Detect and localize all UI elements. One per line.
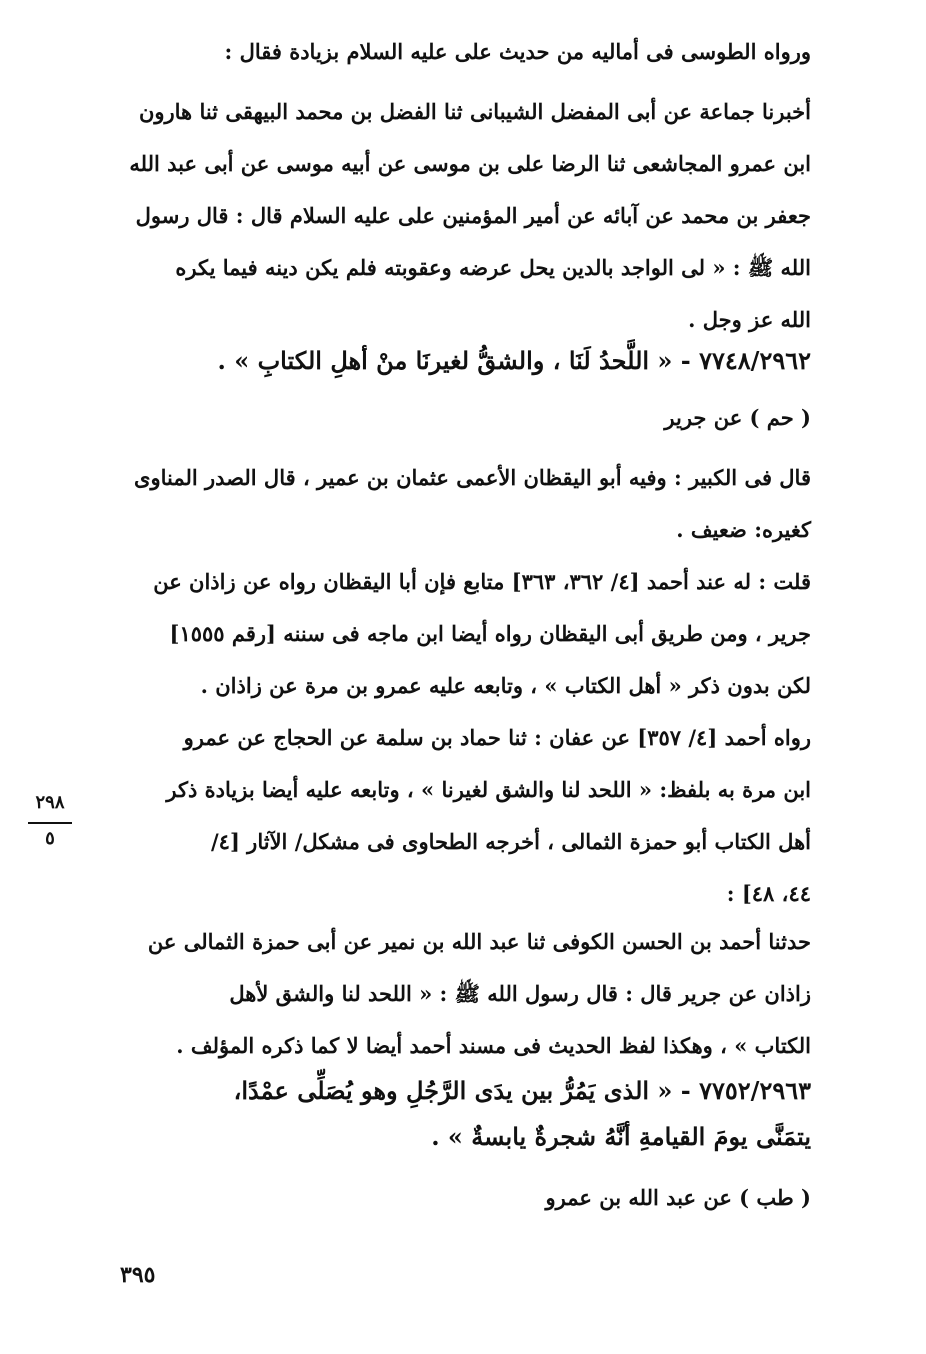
- text-line: رواه أحمد [٤/ ٣٥٧] عن عفان : ثنا حماد بن سلمة عن الحجاج عن عمرو: [183, 725, 811, 750]
- margin-reference-bottom: ٥: [45, 828, 55, 849]
- hadith-text-line: يتمَنَّى يومَ القيامةِ أنَّهُ شجرةٌ يابسةٌ » .: [431, 1122, 811, 1151]
- hadith-text-line: ٧٧٥٢/٢٩٦٣ - « الذى يَمُرُّ بين يدَى الرَّجُلِ وهو يُصَلِّى عمْدًا،: [233, 1076, 811, 1105]
- paragraph-kabir-comment: [106, 452, 811, 556]
- paragraph-tusi-intro: [106, 26, 811, 78]
- text-line: جعفر بن محمد عن آبائه عن أمير المؤمنين على عليه السلام قال : قال رسول: [135, 203, 811, 228]
- page-number: ٣٩٥: [120, 1262, 156, 1288]
- text-line: كغيره: ضعيف .: [676, 517, 811, 542]
- paragraph-ahmad-narration: [106, 712, 811, 920]
- paragraph-isnad-tusi: [106, 86, 811, 346]
- text-line: ابن عمرو المجاشعى ثنا الرضا على بن موسى عن أبيه موسى عن أبى عبد الله: [129, 151, 811, 176]
- text-line: الله ﷺ : « لى الواجد بالدين يحل عرضه وعقوبته فلم يكن دينه فيما يكره: [175, 255, 811, 280]
- margin-reference: [28, 790, 72, 852]
- hadith-2963: [106, 1068, 811, 1160]
- hadith-source-2: [106, 1172, 811, 1224]
- paragraph-tahawi-isnad: [106, 916, 811, 1072]
- text-line: قال فى الكبير : وفيه أبو اليقظان الأعمى عثمان بن عمير ، قال الصدر المناوى: [134, 465, 811, 490]
- text-line: لكن بدون ذكر « أهل الكتاب » ، وتابعه عليه عمرو بن مرة عن زاذان .: [200, 673, 811, 698]
- hadith-2962: [106, 338, 811, 384]
- paragraph-qultu: [106, 556, 811, 712]
- text-line: أخبرنا جماعة عن أبى المفضل الشيبانى ثنا الفضل بن محمد البيهقى ثنا هارون: [138, 99, 811, 124]
- text-line: ٤٤، ٤٨] :: [726, 881, 811, 906]
- text-line: أهل الكتاب أبو حمزة الثمالى ، أخرجه الطحاوى فى مشكل/ الآثار [٤/: [210, 829, 811, 854]
- text-line: الله عز وجل .: [688, 307, 811, 332]
- hadith-text-line: ٧٧٤٨/٢٩٦٢ - « اللَّحدُ لَنَا ، والشقُّ لغيرنَا منْ أهلِ الكتابِ » .: [217, 346, 811, 375]
- text-line: ابن مرة به بلفظ: « اللحد لنا والشق لغيرنا » ، وتابعه عليه أيضا بزيادة ذكر: [166, 777, 811, 802]
- text-line: جرير ، ومن طريق أبى اليقظان رواه أيضا ابن ماجه فى سننه [رقم ١٥٥٥]: [169, 621, 811, 646]
- text-line: ورواه الطوسى فى أماليه من حديث على عليه السلام بزيادة فقال :: [224, 39, 811, 64]
- text-line: حدثنا أحمد بن الحسن الكوفى ثنا عبد الله بن نمير عن أبى حمزة الثمالى عن: [147, 929, 811, 954]
- text-line: قلت : له عند أحمد [٤/ ٣٦٢، ٣٦٣] متابع فإن أبا اليقظان رواه عن زاذان عن: [153, 569, 811, 594]
- text-line: الكتاب » ، وهكذا لفظ الحديث فى مسند أحمد أيضا لا كما ذكره المؤلف .: [176, 1033, 811, 1058]
- margin-reference-top: ٢٩٨: [35, 792, 65, 813]
- margin-reference-rule: [28, 822, 72, 824]
- source-line: ( طب ) عن عبد الله بن عمرو: [545, 1185, 811, 1210]
- hadith-source-1: [106, 392, 811, 444]
- text-line: زاذان عن جرير قال : قال رسول الله ﷺ : « اللحد لنا والشق لأهل: [229, 981, 811, 1006]
- source-line: ( حم ) عن جرير: [664, 405, 811, 430]
